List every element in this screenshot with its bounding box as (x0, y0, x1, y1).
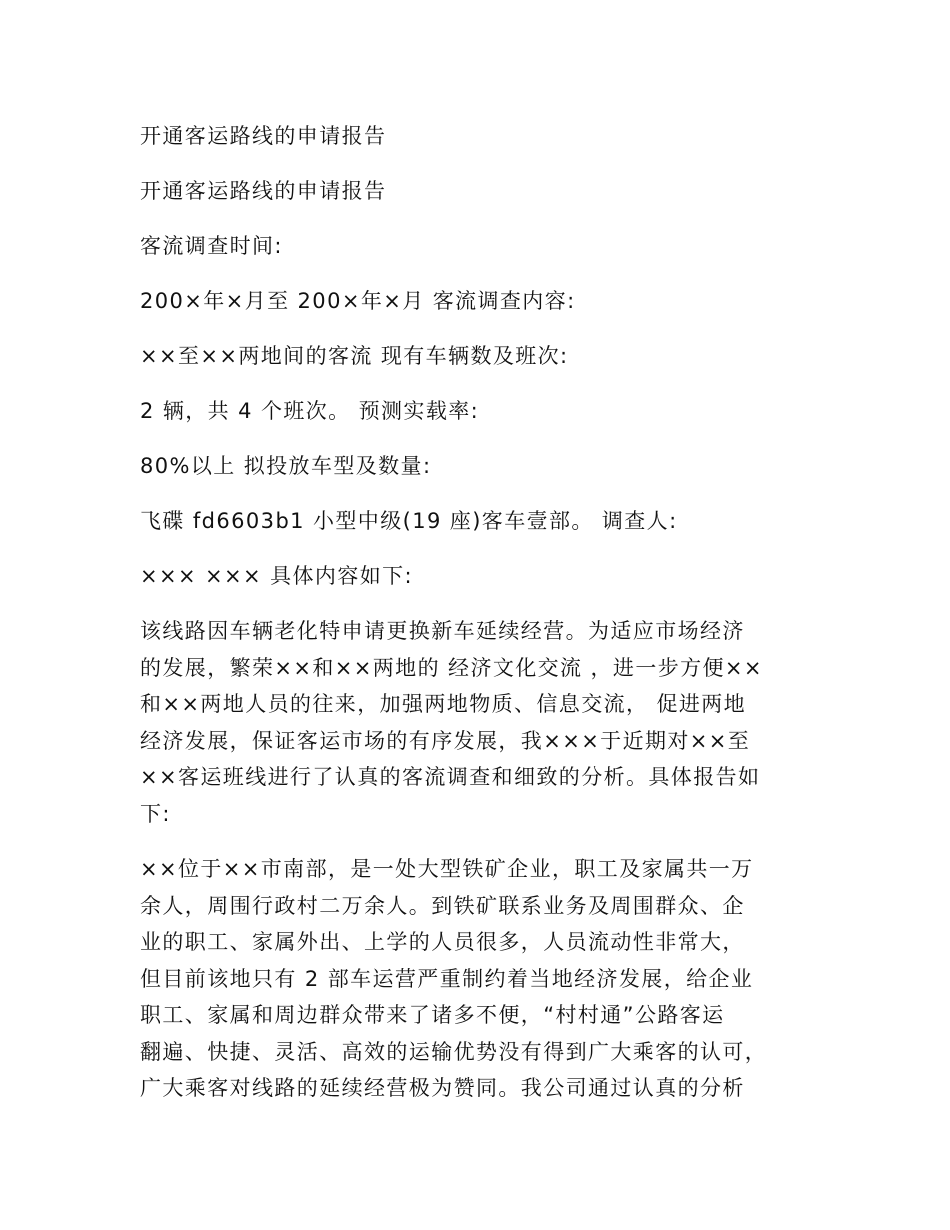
paragraph-line: 经济发展，保证客运市场的有序发展，我×××于近期对××至 (140, 728, 751, 753)
paragraph-line: ××客运班线进行了认真的客流调查和细致的分析。具体报告如 (140, 765, 761, 789)
paragraph-line: 职工、家属和周边群众带来了诸多不便，“村村通”公路客运 (140, 1003, 725, 1027)
paragraph-line: 该线路因车辆老化特申请更换新车延续经营。为适应市场经济 (140, 619, 745, 643)
paragraph-line: 和××两地人员的往来，加强两地物质、信息交流， 促进两地 (140, 692, 747, 716)
document-body (140, 118, 820, 1126)
load-rate-line: 80%以上 拟投放车型及数量: (140, 454, 432, 478)
document-title: 开通客运路线的申请报告 (140, 124, 387, 148)
paragraph-background (140, 851, 820, 1107)
paragraph-line: 的发展，繁荣××和××两地的 经济文化交流 ，进一步方便×× (140, 655, 763, 680)
document-subtitle: 开通客运路线的申请报告 (140, 179, 387, 203)
paragraph-line: 翻遍、快捷、灵活、高效的运输优势没有得到广大乘客的认可， (140, 1039, 768, 1064)
paragraph-line: ××位于××市南部，是一处大型铁矿企业，职工及家属共一万 (140, 857, 754, 881)
investigator-line: ××× ××× 具体内容如下: (140, 564, 413, 588)
paragraph-line: 广大乘客对线路的延续经营极为赞同。我公司通过认真的分析 (140, 1076, 745, 1100)
vehicle-count-line: 2 辆，共 4 个班次。 预测实载率: (140, 399, 480, 423)
survey-time-label: 客流调查时间: (140, 234, 283, 258)
paragraph-line: 但目前该地只有 2 部车运营严重制约着当地经济发展，给企业 (140, 966, 754, 991)
vehicle-model-line: 飞碟 fd6603b1 小型中级(19 座)客车壹部。 调查人: (140, 509, 678, 533)
paragraph-line: 下: (140, 801, 171, 826)
paragraph-intro (140, 613, 820, 832)
paragraph-line: 余人，周围行政村二万余人。到铁矿联系业务及周围群众、企 (140, 893, 745, 918)
paragraph-line: 业的职工、家属外出、上学的人员很多，人员流动性非常大， (140, 930, 745, 954)
survey-period-line: 200×年×月至 200×年×月 客流调查内容: (140, 289, 576, 313)
survey-content-line: ××至××两地间的客流 现有车辆数及班次: (140, 344, 569, 368)
